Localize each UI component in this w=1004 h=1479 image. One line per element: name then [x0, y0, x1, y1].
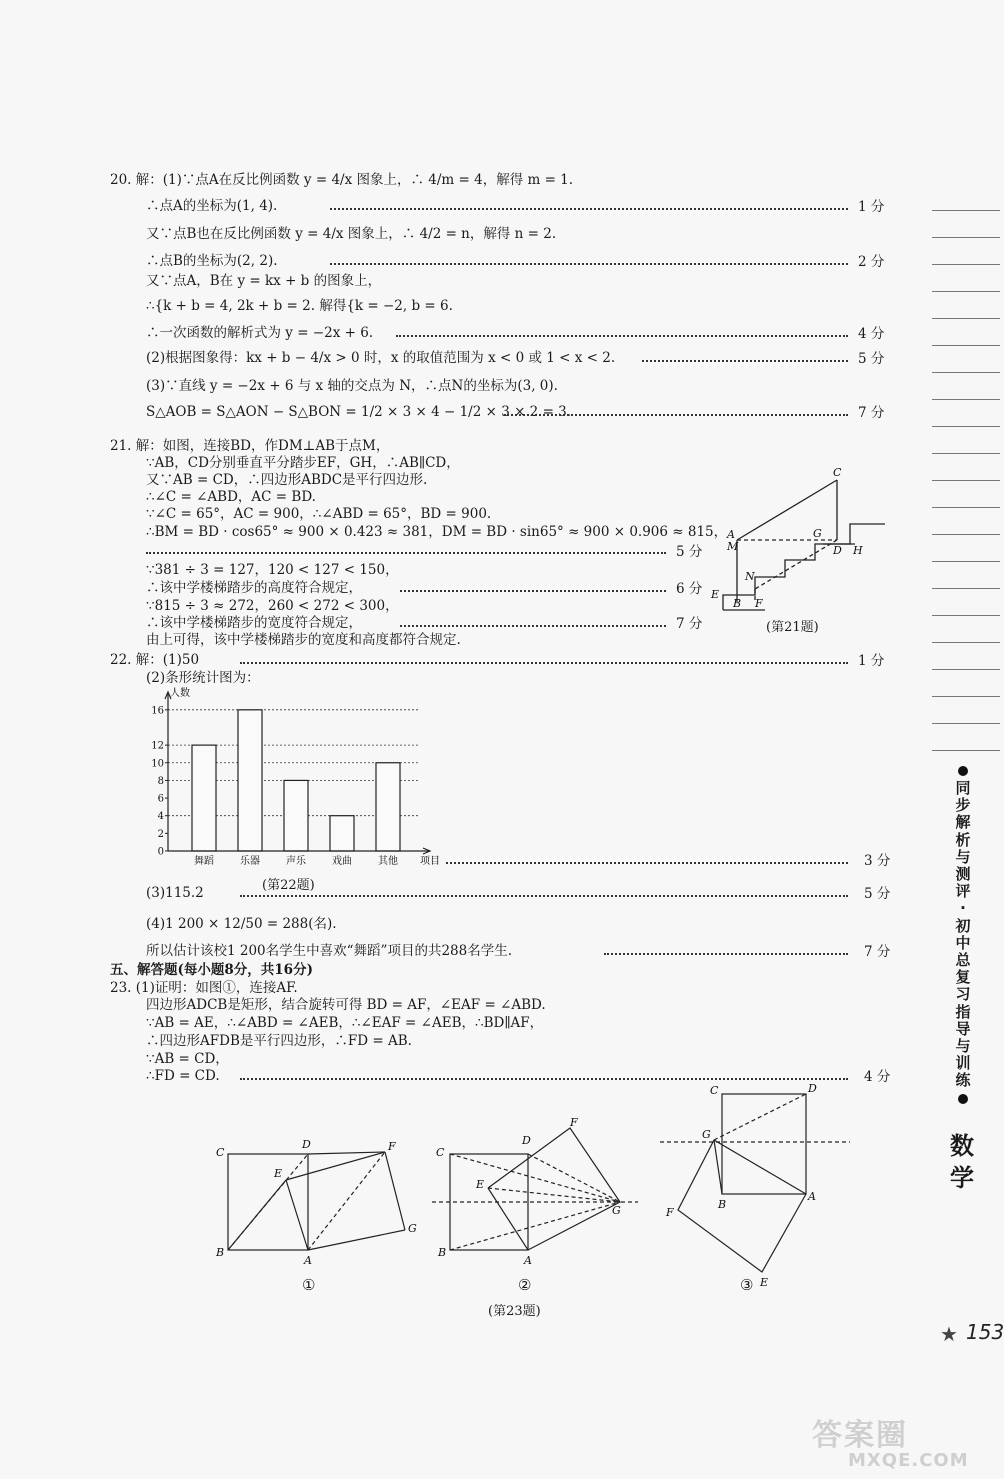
- book-title-char: 测: [955, 865, 971, 884]
- fig-label: G: [813, 527, 822, 540]
- fig-label: B: [438, 1246, 447, 1259]
- fig-label: E: [274, 1167, 283, 1180]
- book-title-char: 与: [955, 1037, 971, 1056]
- leader-dots: [400, 590, 666, 592]
- book-title-char: 评: [955, 882, 971, 901]
- fig-label: E: [711, 588, 720, 601]
- q22-line-2: (2)条形统计图为：: [146, 670, 260, 686]
- y-tick-label: 0: [157, 846, 164, 858]
- book-title-char: 与: [955, 847, 971, 866]
- book-title-char: 复: [955, 968, 971, 987]
- book-title-char: 初: [955, 916, 971, 935]
- bar-乐器: [238, 710, 262, 851]
- fig-label: F: [755, 597, 763, 610]
- figure-number: ②: [518, 1276, 532, 1294]
- y-tick-label: 2: [157, 828, 164, 840]
- q21-line-5: ∵∠C = 65°，AC = 900，∴∠ABD = 65°，BD = 900.: [146, 506, 492, 522]
- score-mark: 5 分: [676, 544, 703, 560]
- q21-line-10: ∴该中学楼梯踏步的宽度符合规定，: [146, 615, 362, 631]
- q21-line-6: ∴BM = BD · cos65° ≈ 900 × 0.423 ≈ 381，DM = BD · sin65° ≈ 900 × 0.906 ≈ 815，: [146, 524, 728, 540]
- watermark-url: MXQE.COM: [848, 1450, 969, 1471]
- q23-line-6: ∴FD = CD.: [146, 1068, 220, 1084]
- x-tick-label: 乐器: [240, 856, 260, 867]
- book-title-char: 同: [955, 779, 971, 797]
- fig-label: A: [808, 1190, 816, 1203]
- leader-dots: [504, 414, 848, 416]
- score-mark: 6 分: [676, 581, 703, 597]
- leader-dots: [446, 862, 848, 864]
- score-mark: 5 分: [864, 886, 891, 902]
- book-title-char: 训: [955, 1054, 971, 1073]
- book-title-char: 中: [955, 933, 971, 952]
- figure-caption: (第23题): [488, 1304, 541, 1319]
- book-title-char: 析: [955, 830, 971, 849]
- bullet-dot: [958, 766, 968, 776]
- fig-label: A: [524, 1254, 532, 1267]
- q23-line-1: 23. (1)证明：如图①，连接AF.: [110, 980, 298, 996]
- fig-label: C: [833, 466, 842, 479]
- fig-label: G: [612, 1204, 621, 1217]
- book-title-char: 总: [955, 951, 971, 970]
- fig-label: M: [727, 540, 739, 553]
- figure-number: ①: [302, 1276, 316, 1294]
- fig-label: G: [408, 1222, 417, 1235]
- x-tick-label: 其他: [378, 856, 398, 867]
- y-tick-label: 6: [157, 793, 164, 805]
- fig-label: B: [216, 1246, 225, 1259]
- score-mark: 1 分: [858, 199, 885, 215]
- q21-line-3: 又∵AB = CD，∴四边形ABDC是平行四边形.: [146, 472, 428, 488]
- book-title-char: 导: [955, 1019, 971, 1038]
- margin-rules: [932, 210, 1000, 777]
- x-axis-label: 项目: [420, 856, 440, 867]
- book-title-char: 解: [955, 813, 971, 832]
- y-tick-label: 10: [151, 758, 164, 770]
- q20-line-10: S△AOB = S△AON − S△BON = 1/2 × 3 × 4 − 1/2 × 3 × 2 = 3.: [146, 404, 572, 420]
- leader-dots: [240, 662, 848, 664]
- y-tick-label: 8: [157, 775, 164, 787]
- score-mark: 1 分: [858, 653, 885, 669]
- q20-line-2: ∴点A的坐标为(1, 4).: [146, 198, 278, 214]
- score-mark: 3 分: [864, 853, 891, 869]
- leader-dots: [330, 208, 848, 210]
- fig-label: F: [570, 1116, 578, 1129]
- q21-line-7: ∵381 ÷ 3 = 127，120 < 127 < 150，: [146, 562, 399, 578]
- stair-figure: [705, 462, 895, 632]
- q20-line-4: ∴点B的坐标为(2, 2).: [146, 253, 278, 269]
- y-tick-label: 4: [157, 811, 164, 823]
- q22-line-3: (3)115.2: [146, 885, 204, 901]
- book-title-char: 习: [955, 985, 971, 1004]
- leader-dots: [146, 552, 666, 554]
- q21-line-8: ∴该中学楼梯踏步的高度符合规定，: [146, 580, 362, 596]
- q21-line-2: ∵AB，CD分别垂直平分踏步EF，GH，∴AB∥CD，: [146, 455, 460, 471]
- fig-label: C: [436, 1146, 445, 1159]
- leader-dots: [642, 360, 848, 362]
- leader-dots: [240, 895, 848, 897]
- y-tick-label: 16: [151, 705, 164, 717]
- subject-char: 学: [950, 1164, 974, 1192]
- score-mark: 7 分: [858, 405, 885, 421]
- y-axis-label: 人数: [170, 688, 190, 699]
- book-title-char: ·: [960, 899, 966, 918]
- fig-label: E: [760, 1276, 769, 1289]
- fig-label: D: [833, 544, 842, 557]
- book-title-char: 指: [955, 1002, 971, 1021]
- fig-label: C: [710, 1084, 719, 1097]
- q21-line-9: ∵815 ÷ 3 ≈ 272，260 < 272 < 300，: [146, 598, 399, 614]
- subject-label: [946, 1130, 978, 1194]
- fig-label: C: [216, 1146, 225, 1159]
- fig-label: F: [666, 1206, 674, 1219]
- y-tick-label: 12: [151, 740, 164, 752]
- q23-line-5: ∵AB = CD，: [146, 1051, 229, 1067]
- score-mark: 4 分: [864, 1069, 891, 1085]
- section-heading: 五、解答题(每小题8分，共16分): [110, 962, 313, 978]
- q20-line-5: 又∵点A，B在 y = kx + b 的图象上，: [146, 273, 382, 289]
- x-tick-label: 声乐: [286, 856, 306, 867]
- figure-caption: (第21题): [766, 620, 819, 635]
- q20-line-9: (3)∵直线 y = −2x + 6 与 x 轴的交点为 N，∴点N的坐标为(3, 0).: [146, 378, 558, 394]
- bar-chart: [140, 686, 440, 868]
- q23-line-4: ∴四边形AFDB是平行四边形，∴FD = AB.: [146, 1033, 412, 1049]
- q23-line-3: ∵AB = AE，∴∠ABD = ∠AEB，∴∠EAF = ∠AEB，∴BD∥AF，: [146, 1015, 544, 1031]
- score-mark: 2 分: [858, 254, 885, 270]
- fig-label: G: [702, 1128, 711, 1141]
- subject-char: 数: [950, 1132, 974, 1160]
- fig-label: A: [304, 1254, 312, 1267]
- book-title-char: 练: [955, 1071, 971, 1090]
- q23-figures: [210, 1080, 870, 1300]
- x-tick-label: 戏曲: [332, 856, 352, 867]
- bullet-dot: [958, 1094, 968, 1104]
- bar-戏曲: [330, 816, 354, 851]
- q23-line-2: 四边形ADCB是矩形，结合旋转可得 BD = AF，∠EAF = ∠ABD.: [146, 997, 546, 1013]
- q20-line-8: (2)根据图象得：kx + b − 4/x > 0 时，x 的取值范围为 x < 0 或 1 < x < 2.: [146, 350, 616, 366]
- leader-dots: [396, 335, 848, 337]
- fig-label: D: [522, 1134, 531, 1147]
- leader-dots: [330, 263, 848, 265]
- q21-line-1: 21. 解：如图，连接BD，作DM⊥AB于点M，: [110, 438, 390, 454]
- page-number: 153: [966, 1320, 1004, 1344]
- fig-label: B: [718, 1198, 727, 1211]
- fig-label: A: [727, 528, 735, 541]
- figure-number: ③: [740, 1276, 754, 1294]
- fig-label: H: [853, 544, 863, 557]
- x-tick-label: 舞蹈: [194, 856, 214, 867]
- q20-line-7: ∴一次函数的解析式为 y = −2x + 6.: [146, 325, 374, 341]
- watermark-logo: 答案圈: [812, 1418, 908, 1453]
- fig-label: N: [745, 570, 755, 583]
- score-mark: 7 分: [864, 944, 891, 960]
- fig-label: E: [476, 1178, 485, 1191]
- fig-label: F: [388, 1140, 396, 1153]
- book-title: [952, 780, 974, 1090]
- score-mark: 4 分: [858, 326, 885, 342]
- bar-声乐: [284, 780, 308, 851]
- star-icon: ★: [940, 1322, 958, 1346]
- score-mark: 7 分: [676, 616, 703, 632]
- fig-label: D: [808, 1082, 817, 1095]
- q22-line-4: (4)1 200 × 12/50 = 288(名).: [146, 916, 337, 932]
- q20-line-1: 20. 解：(1)∵点A在反比例函数 y = 4/x 图象上，∴ 4/m = 4，解得 m = 1.: [110, 172, 574, 188]
- leader-dots: [400, 625, 666, 627]
- chart-caption: (第22题): [262, 878, 315, 893]
- bar-其他: [376, 763, 400, 851]
- bar-舞蹈: [192, 745, 216, 851]
- q22-line-1: 22. 解：(1)50: [110, 652, 200, 668]
- q21-line-11: 由上可得，该中学楼梯踏步的宽度和高度都符合规定.: [146, 632, 461, 648]
- fig-label: D: [302, 1138, 311, 1151]
- fig-label: B: [733, 597, 742, 610]
- score-mark: 5 分: [858, 351, 885, 367]
- q22-line-5: 所以估计该校1 200名学生中喜欢“舞蹈”项目的共288名学生.: [146, 943, 513, 959]
- book-title-char: 步: [955, 796, 971, 815]
- q20-line-3: 又∵点B也在反比例函数 y = 4/x 图象上，∴ 4/2 = n，解得 n = 2.: [146, 226, 557, 242]
- leader-dots: [604, 953, 848, 955]
- q20-line-6: ∴{k + b = 4, 2k + b = 2. 解得{k = −2, b = 6.: [146, 298, 453, 314]
- q21-line-4: ∴∠C = ∠ABD，AC = BD.: [146, 489, 316, 505]
